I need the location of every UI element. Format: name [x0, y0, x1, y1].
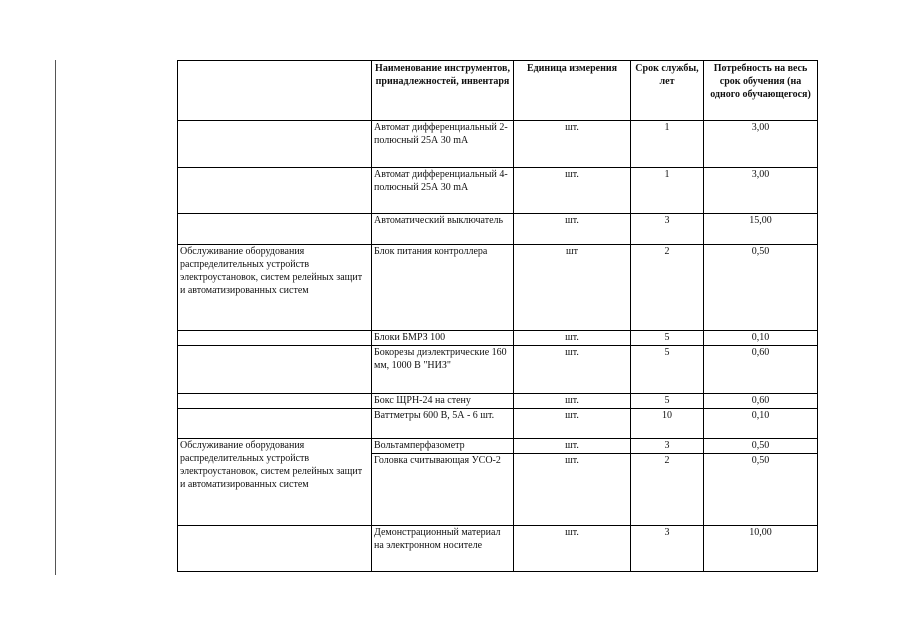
row-area — [178, 121, 372, 168]
row-life: 3 — [631, 439, 704, 454]
row-unit: шт. — [514, 346, 631, 394]
row-need: 0,60 — [704, 394, 818, 409]
table-header-row — [178, 61, 818, 121]
row-name: Бокс ЩРН-24 на стену — [372, 394, 514, 409]
header-area — [178, 61, 372, 121]
table-row — [178, 245, 818, 331]
table-row — [178, 409, 818, 439]
row-unit: шт. — [514, 121, 631, 168]
row-area: Обслуживание оборудования распределительных устройств электроустановок, систем релейных защит и автоматизированных систем — [178, 245, 372, 331]
row-need: 15,00 — [704, 214, 818, 245]
table-row — [178, 346, 818, 394]
row-unit: шт. — [514, 394, 631, 409]
table-row — [178, 439, 818, 454]
row-name: Блок питания контроллера — [372, 245, 514, 331]
row-need: 3,00 — [704, 168, 818, 214]
table-row — [178, 394, 818, 409]
header-name: Наименование инструментов, принадлежностей, инвентаря — [372, 61, 514, 121]
row-life: 3 — [631, 526, 704, 572]
row-unit: шт. — [514, 526, 631, 572]
row-life: 5 — [631, 394, 704, 409]
header-need: Потребность на весь срок обучения (на одного обучающегося) — [704, 61, 818, 121]
row-unit: шт — [514, 245, 631, 331]
row-area — [178, 214, 372, 245]
row-name: Автомат дифференциальный 4-полюсный 25А 30 mA — [372, 168, 514, 214]
row-name: Ваттметры 600 В, 5А - 6 шт. — [372, 409, 514, 439]
row-area — [178, 346, 372, 394]
header-life: Срок службы, лет — [631, 61, 704, 121]
row-area — [178, 394, 372, 409]
row-need: 10,00 — [704, 526, 818, 572]
row-need: 0,50 — [704, 245, 818, 331]
row-life: 5 — [631, 331, 704, 346]
row-need: 0,10 — [704, 331, 818, 346]
page-margin-line — [55, 60, 56, 575]
table-row — [178, 331, 818, 346]
row-life: 1 — [631, 121, 704, 168]
row-name: Вольтамперфазометр — [372, 439, 514, 454]
table-row — [178, 526, 818, 572]
row-life: 3 — [631, 214, 704, 245]
table-row — [178, 121, 818, 168]
row-area — [178, 331, 372, 346]
row-life: 1 — [631, 168, 704, 214]
row-unit: шт. — [514, 439, 631, 454]
row-name: Головка считывающая УСО-2 — [372, 454, 514, 526]
row-name: Автомат дифференциальный 2-полюсный 25А 30 mA — [372, 121, 514, 168]
row-unit: шт. — [514, 168, 631, 214]
row-name: Демонстрационный материал на электронном носителе — [372, 526, 514, 572]
header-unit: Единица измерения — [514, 61, 631, 121]
row-life: 10 — [631, 409, 704, 439]
row-name: Блоки БМРЗ 100 — [372, 331, 514, 346]
row-need: 0,50 — [704, 439, 818, 454]
row-life: 5 — [631, 346, 704, 394]
row-need: 0,60 — [704, 346, 818, 394]
row-name: Автоматический выключатель — [372, 214, 514, 245]
row-unit: шт. — [514, 214, 631, 245]
row-name: Бокорезы диэлектрические 160 мм, 1000 В "НИЗ" — [372, 346, 514, 394]
row-life: 2 — [631, 454, 704, 526]
table-row — [178, 168, 818, 214]
row-area: Обслуживание оборудования распределительных устройств электроустановок, систем релейных защит и автоматизированных систем — [178, 439, 372, 526]
row-life: 2 — [631, 245, 704, 331]
row-unit: шт. — [514, 331, 631, 346]
table-row — [178, 214, 818, 245]
row-need: 0,50 — [704, 454, 818, 526]
row-need: 0,10 — [704, 409, 818, 439]
row-need: 3,00 — [704, 121, 818, 168]
row-area — [178, 168, 372, 214]
row-area — [178, 409, 372, 439]
row-unit: шт. — [514, 409, 631, 439]
row-unit: шт. — [514, 454, 631, 526]
equipment-table — [177, 60, 818, 572]
row-area — [178, 526, 372, 572]
